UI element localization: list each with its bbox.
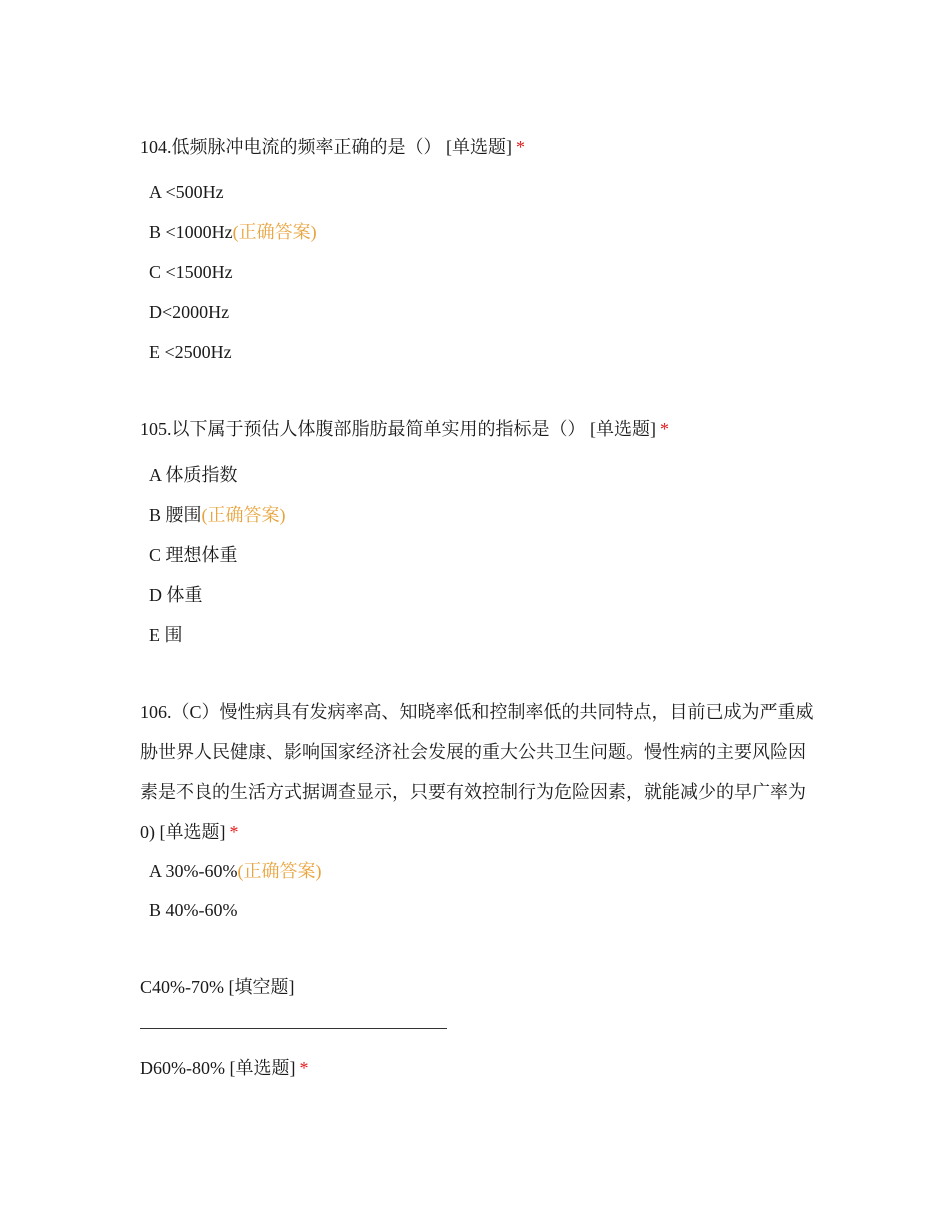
required-mark: * xyxy=(516,137,525,157)
option-b[interactable]: B 腰围(正确答案) xyxy=(149,505,286,525)
correct-answer-tag: (正确答案) xyxy=(237,861,322,881)
required-mark: * xyxy=(660,419,669,439)
option-e[interactable]: E <2500Hz xyxy=(149,342,232,362)
option-d[interactable]: D<2000Hz xyxy=(149,302,230,322)
option-c[interactable]: C 理想体重 xyxy=(149,545,238,565)
correct-answer-tag: (正确答案) xyxy=(201,505,286,525)
question-title: 105.以下属于预估人体腹部脂肪最简单实用的指标是（） [单选题] * xyxy=(140,419,669,439)
option-d[interactable]: D 体重 xyxy=(149,585,203,605)
option-b[interactable]: B <1000Hz(正确答案) xyxy=(149,222,317,242)
option-b[interactable]: B 40%-60% xyxy=(149,900,238,920)
option-a[interactable]: A 体质指数 xyxy=(149,465,238,485)
option-c[interactable]: C <1500Hz xyxy=(149,262,233,282)
correct-answer-tag: (正确答案) xyxy=(232,222,317,242)
required-mark: * xyxy=(299,1058,309,1078)
question-title: 106.（C）慢性病具有发病率高、知晓率低和控制率低的共同特点，目前已成为严重威胁世界人民健康、影响国家经济社会发展的重大公共卫生问题。慢性病的主要风险因素是不良的生活方式据调查显示，只要有效控制行为危险因素，就能减少的早广率为 0) [单选题] * xyxy=(140,702,814,842)
option-a[interactable]: A 30%-60%(正确答案) xyxy=(149,861,322,881)
required-mark: * xyxy=(229,822,239,842)
option-e[interactable]: E 围 xyxy=(149,625,183,645)
fill-blank-input[interactable] xyxy=(140,1028,447,1029)
option-a[interactable]: A <500Hz xyxy=(149,182,224,202)
question-title: C40%-70% [填空题] xyxy=(140,977,295,997)
question-title: 104.低频脉冲电流的频率正确的是（） [单选题] * xyxy=(140,137,525,157)
question-title: D60%-80% [单选题] * xyxy=(140,1058,309,1078)
